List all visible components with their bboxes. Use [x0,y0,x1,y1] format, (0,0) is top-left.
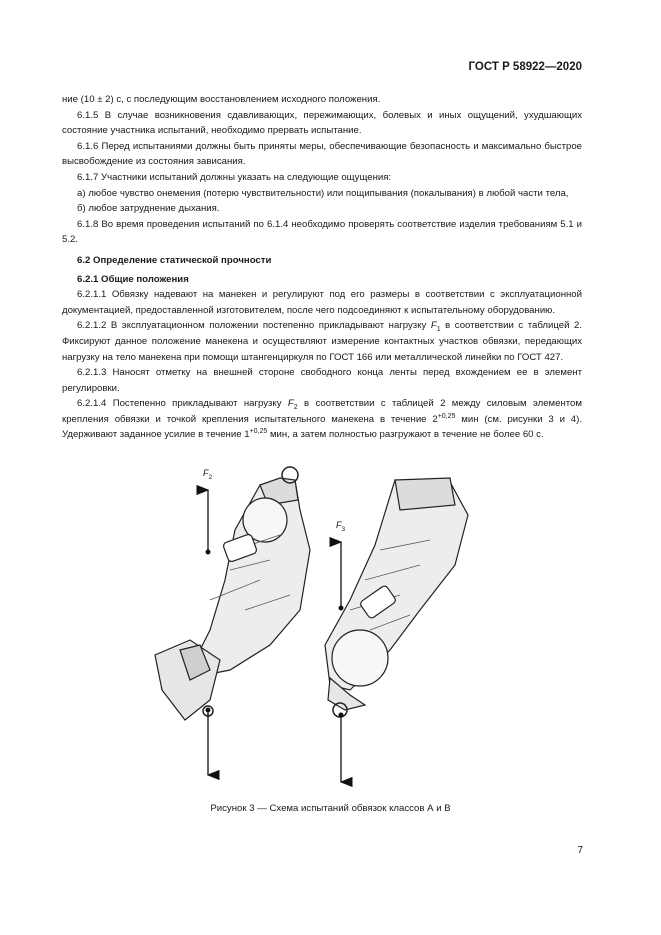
paragraph: 6.2.1.1 Обвязку надевают на манекен и регулируют под его размеры в соответствии с эксплуатационной документацией, предоставленной изготовителем, после чего подсоединяют к испытательному оборудованию. [62,289,582,316]
right-force-arrow-down [339,713,344,783]
paragraph: 6.1.7 Участники испытаний должны указать на следующие ощущения: [77,171,392,183]
paragraph: ние (10 ± 2) с, с последующим восстановлением исходного положения. [62,94,381,105]
right-mannequin [325,478,468,717]
section-heading: 6.2 Определение статической прочности [77,254,272,266]
left-force-arrow-down [206,708,211,776]
left-force-arrow-up [206,490,211,555]
page-number: 7 [577,845,583,856]
paragraph: 6.2.1.2 В эксплуатационном положении постепенно прикладывают нагрузку $F_1$ в соответствии с таблицей 2. Фиксируют данное положение манекена и осуществляют измерение контактных участков обвязки, передающих нагрузку на тело манекена при помощи штангенциркуля по ГОСТ 166 или металлической линейки по ГОСТ 427. [62,320,582,363]
paragraph: 6.1.6 Перед испытаниями должны быть приняты меры, обеспечивающие безопасность и максимально быстрое высвобождение из состояния зависания. [62,140,582,168]
force-label-f2: $F_2$ [203,468,213,481]
document-code: ГОСТ Р 58922—2020 [468,61,582,73]
list-item: а) любое чувство онемения (потерю чувствительности) или пощипывания (покалывания) в любой части тела, [77,187,569,199]
mannequin-drawing [150,460,510,790]
figure-caption: Рисунок 3 — Схема испытаний обвязок классов А и В [210,803,451,814]
paragraph: 6.1.5 В случае возникновения сдавливающих, пережимающих, болевых и иных ощущений, ухудшающих состояние участника испытаний, необходимо прервать испытание. [62,109,582,137]
paragraph: 6.1.8 Во время проведения испытаний по 6.1.4 необходимо проверять соответствие изделия требованиям 5.1 и 5.2. [62,218,582,246]
force-label-f3: $F_3$ [336,520,346,533]
test-scheme-figure [150,460,510,790]
body-text [62,92,582,443]
subsection-heading: 6.2.1 Общие положения [77,273,189,285]
left-mannequin [155,467,310,720]
paragraph: 6.2.1.4 Постепенно прикладывают нагрузку $F_2$ в соответствии с таблицей 2 между силовым элементом крепления обвязки и точкой крепления испытательного манекена в течение $2^{+0,25}$ мин (см. рисунки 3 и 4). Удерживают заданное усилие в течение $1^{+0,25}$ мин, а затем полностью разгружают в течение не более 60 с. [62,398,582,441]
right-force-arrow-up [339,542,344,611]
list-item: б) любое затруднение дыхания. [77,203,220,215]
paragraph: 6.2.1.3 Наносят отметку на внешней стороне свободного конца ленты перед вхождением ее в элемент регулировки. [62,367,582,394]
